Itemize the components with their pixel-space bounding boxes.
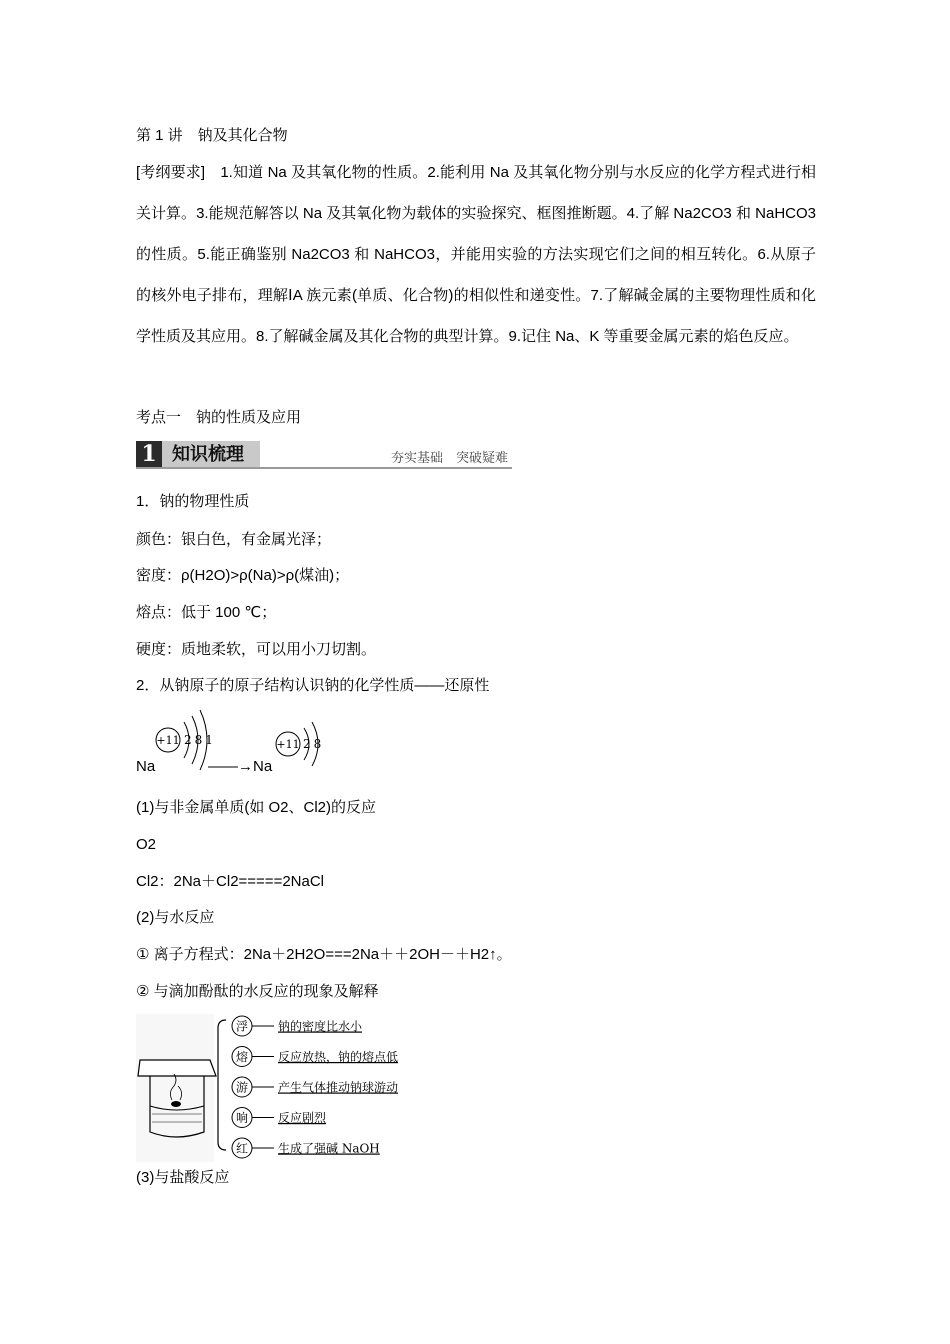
cl2-reaction: Cl2：2Na＋Cl2=====2NaCl [136,873,325,890]
phenomena-figure [136,1014,416,1164]
phenomenon-char: 红 [235,1141,249,1156]
ionic-equation: ① 离子方程式：2Na＋2H2O===2Na＋＋2OH－＋H2↑。 [136,946,512,963]
phenomenon-item [232,1077,398,1097]
syllabus-paragraph: [考纲要求] 1.知道 Na 及其氧化物的性质。2.能利用 Na 及其氧化物分别与水反应的化学方程式进行相关计算。3.能规范解答以 Na 及其氧化物为载体的实验探究、框图推断题。4.了解 Na2CO3 和 NaHCO3 的性质。5.能正确鉴别 Na2CO3 和 NaHCO3，并能用实验的方法实现它们之间的相互转化。6.从原子的核外电子排布，理解ⅠA 族元素(单质、化合物)的相似性和递变性。7.了解碱金属的主要物理性质和化学性质及其应用。8.了解碱金属及其化合物的典型计算。9.记住 Na、K 等重要金属元素的焰色反应。 [136,164,816,345]
physical-color: 颜色：银白色，有金属光泽； [136,531,332,548]
beaker-background [136,1014,214,1162]
phenomenon-text: 反应剧烈 [278,1111,327,1125]
phenomenon-text: 产生气体推动钠球游动 [278,1080,399,1095]
atom-left [156,710,216,770]
banner-subtitle: 夯实基础 突破疑难 [390,450,508,465]
phenomenon-char: 浮 [235,1019,249,1034]
atom-right-shells: 28 [303,737,325,751]
atom-left-shells: 281 [184,733,216,747]
brace [218,1020,226,1150]
lesson-heading: 第 1 讲 钠及其化合物 [136,127,288,144]
banner-rule [136,467,512,469]
water-reaction: (2)与水反应 [136,909,215,926]
physical-density: 密度：ρ(H2O)>ρ(Na)>ρ(煤油)； [136,567,350,584]
phenomena-title: ② 与滴加酚酞的水反应的现象及解释 [136,983,379,1000]
atom-left-label: Na [136,758,156,775]
physical-title: 1．钠的物理性质 [136,493,250,510]
nonmetal-reaction: (1)与非金属单质(如 O2、Cl2)的反应 [136,799,377,816]
phenomenon-item [232,1138,380,1158]
o2-reaction: O2 [136,836,157,853]
phenomenon-text: 反应放热，钠的熔点低 [278,1050,399,1064]
section-title: 考点一 钠的性质及应用 [136,409,302,426]
physical-melting: 熔点：低于 100 ℃； [136,604,277,621]
phenomenon-text: 生成了强碱 NaOH [278,1141,380,1156]
physical-hardness: 硬度：质地柔软，可以用小刀切割。 [136,641,377,658]
banner-title: 知识梳理 [172,444,244,464]
chemical-title: 2．从钠原子的原子结构认识钠的化学性质——还原性 [136,677,490,694]
phenomenon-text: 钠的密度比水小 [278,1019,363,1034]
knowledge-banner [136,441,512,471]
atom-left-nucleus: +11 [156,734,180,747]
hcl-reaction: (3)与盐酸反应 [136,1169,230,1186]
phenomenon-item [232,1047,398,1067]
phenomenon-char: 熔 [235,1050,249,1064]
phenomenon-item [232,1108,327,1128]
atom-right-nucleus: +11 [276,738,300,751]
phenomenon-item [232,1016,363,1036]
banner-number: 1 [136,441,162,467]
reaction-arrow: ——→Na [208,758,273,775]
atom-right [276,722,324,766]
phenomenon-char: 响 [235,1111,249,1125]
phenomenon-char: 游 [235,1080,249,1095]
